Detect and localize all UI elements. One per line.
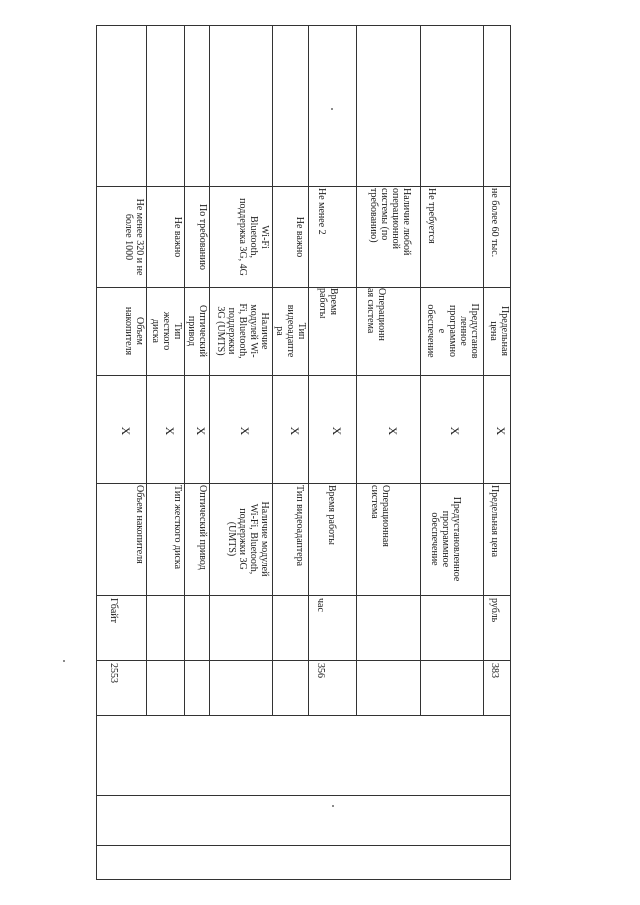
cell-value: Не менее 2	[316, 188, 327, 235]
column-separator	[96, 795, 510, 796]
cell-characteristic: Наличие модулей Wi- Fi, Bluetooth, поддержки 3G (UMTS)	[215, 303, 270, 359]
cell-characteristic: Предельная цена	[488, 306, 510, 356]
cell-mark: X	[330, 426, 344, 436]
scan-speck	[63, 660, 65, 662]
column-separator	[96, 845, 510, 846]
cell-value: Не важно	[294, 216, 305, 258]
cell-characteristic-name: Время работы	[326, 485, 337, 546]
cell-mark: X	[119, 426, 133, 436]
cell-characteristic: Предустанов ленное программно е обеспечение	[425, 303, 480, 359]
cell-value: Наличие любой операционной системы (по требованию)	[368, 188, 412, 256]
column-separator	[96, 186, 510, 187]
cell-characteristic: Тип жесткого диска	[150, 311, 183, 351]
cell-mark: X	[494, 426, 508, 436]
cell-mark: X	[386, 426, 400, 436]
cell-unit: час	[315, 598, 326, 612]
cell-characteristic-name: Оптический привод	[197, 485, 208, 570]
cell-unit: рубль	[489, 598, 500, 623]
cell-characteristic-name: Операционная система	[369, 485, 391, 547]
column-separator	[96, 375, 510, 376]
cell-unit: Гбайт	[108, 598, 119, 624]
cell-mark: X	[238, 426, 252, 436]
column-separator	[96, 660, 510, 661]
cell-mark: X	[163, 426, 177, 436]
cell-value: не более 60 тыс.	[489, 188, 500, 258]
table-border-left	[96, 25, 97, 880]
cell-characteristic-name: Предельная цена	[489, 485, 500, 558]
column-separator	[96, 595, 510, 596]
cell-mark: X	[448, 426, 462, 436]
table-border-bottom	[96, 879, 510, 880]
scan-speck	[331, 108, 333, 110]
cell-mark: X	[288, 426, 302, 436]
table-border-top	[96, 25, 510, 26]
cell-characteristic-name: Объем накопителя	[134, 485, 145, 564]
cell-row-number: 383	[489, 663, 500, 678]
cell-characteristic: Объем накопителя	[123, 306, 145, 356]
cell-characteristic-name: Тип жесткого диска	[172, 485, 183, 570]
cell-characteristic: Время работы	[317, 288, 339, 319]
table-border-right	[510, 25, 511, 880]
cell-value: Wi-Fi Bluetooth, поддержка 3G, 4G	[237, 198, 270, 276]
column-separator	[96, 483, 510, 484]
cell-mark: X	[194, 426, 208, 436]
cell-characteristic: Оптический привод	[186, 304, 208, 357]
cell-row-number: 356	[315, 663, 326, 678]
cell-characteristic: Тип видеоадапте ра	[274, 304, 307, 358]
cell-characteristic-name: Тип видеоадаптера	[294, 485, 305, 567]
column-separator	[96, 715, 510, 716]
cell-row-number: 2553	[108, 663, 119, 683]
cell-value: По требованию	[197, 204, 208, 270]
cell-value: Не требуется	[426, 188, 437, 244]
cell-characteristic-name: Предустановленное программное обеспечение	[429, 496, 462, 582]
cell-characteristic: Операционн ая система	[365, 288, 387, 341]
cell-value: Не важно	[172, 216, 183, 258]
scan-speck	[332, 805, 334, 807]
cell-characteristic-name: Наличие модулей Wi-Fi, Bluetooth, поддержки 3G (UMTS)	[226, 501, 270, 577]
cell-value: Не менее 320 и не более 1000	[123, 198, 145, 276]
